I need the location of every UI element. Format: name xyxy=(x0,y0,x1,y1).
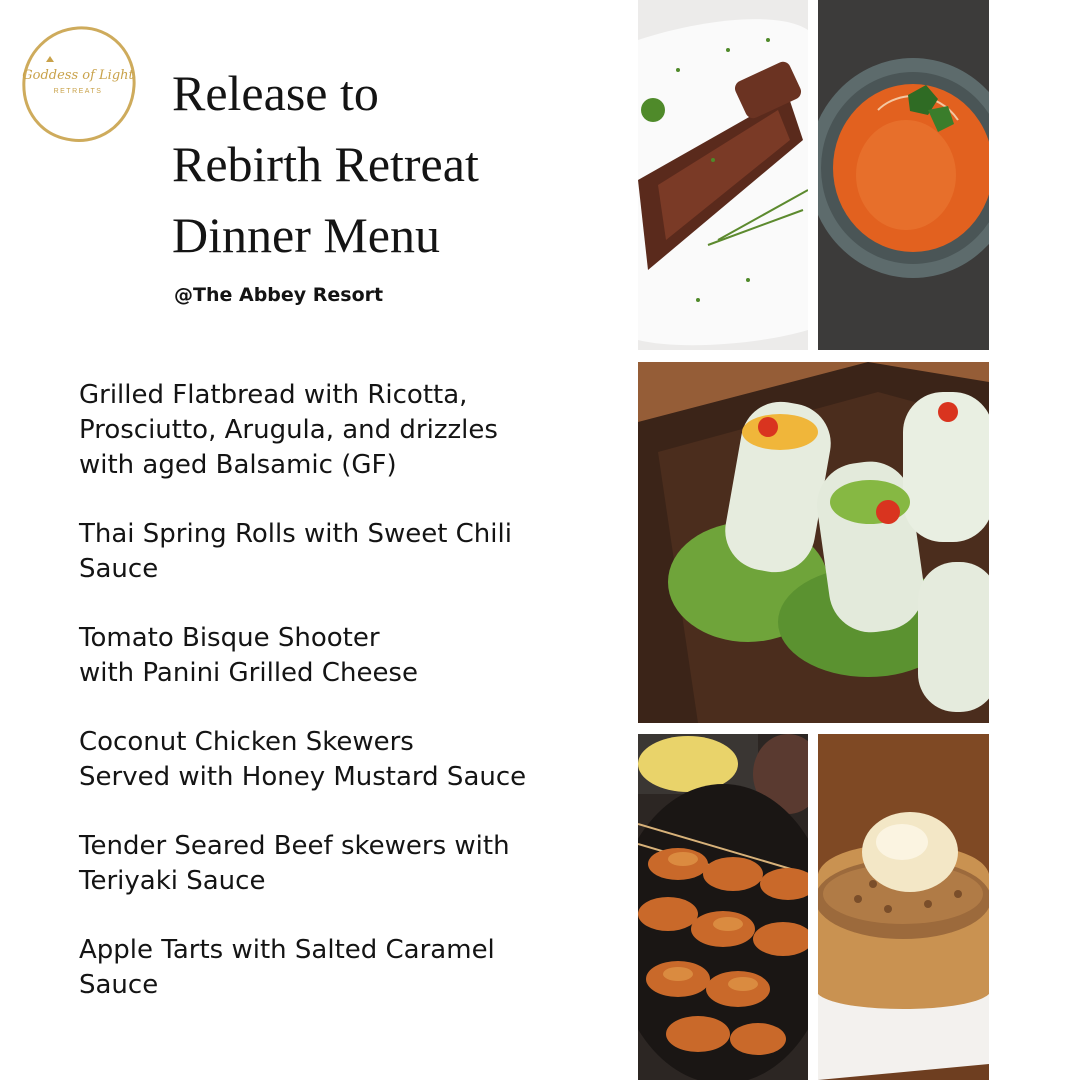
menu-item-apple-tarts xyxy=(79,933,624,1003)
menu-item-line: Coconut Chicken Skewers xyxy=(79,727,414,757)
beef-skewer-photo xyxy=(638,0,808,350)
logo-subtitle: RETREATS xyxy=(53,88,103,95)
logo-name: Goddess of Light xyxy=(22,68,134,83)
title-line: Release to xyxy=(172,65,379,121)
chicken-skewers-photo xyxy=(638,734,808,1080)
menu-item-line: Tender Seared Beef skewers with xyxy=(79,831,510,861)
apple-tart-photo xyxy=(818,734,989,1080)
spring-rolls-photo xyxy=(638,362,989,723)
title-line: Rebirth Retreat xyxy=(172,136,479,192)
menu-item-line: Prosciutto, Arugula, and drizzles xyxy=(79,415,498,445)
menu-item-line: with aged Balsamic (GF) xyxy=(79,450,397,480)
logo-ring xyxy=(20,24,136,144)
menu-item-line: Sauce xyxy=(79,554,159,584)
menu-item-line: Thai Spring Rolls with Sweet Chili xyxy=(79,519,512,549)
page-title xyxy=(172,58,612,271)
menu-item-line: Tomato Bisque Shooter xyxy=(79,623,380,653)
menu-item-flatbread xyxy=(79,378,624,483)
menu-item-line: Sauce xyxy=(79,970,159,1000)
menu-item-line: with Panini Grilled Cheese xyxy=(79,658,418,688)
menu-item-line: Grilled Flatbread with Ricotta, xyxy=(79,380,468,410)
menu-item-line: Teriyaki Sauce xyxy=(79,866,266,896)
venue-label: @The Abbey Resort xyxy=(174,284,384,306)
menu-list xyxy=(79,378,624,1037)
menu-item-line: Apple Tarts with Salted Caramel xyxy=(79,935,495,965)
menu-item-tomato-bisque xyxy=(79,621,624,691)
menu-item-line: Served with Honey Mustard Sauce xyxy=(79,762,527,792)
title-line: Dinner Menu xyxy=(172,207,440,263)
tomato-bisque-photo xyxy=(818,0,989,350)
menu-item-spring-rolls xyxy=(79,517,624,587)
brand-logo xyxy=(20,24,136,144)
lotus-icon xyxy=(46,56,54,62)
menu-item-chicken-skewers xyxy=(79,725,624,795)
menu-item-beef-skewers xyxy=(79,829,624,899)
